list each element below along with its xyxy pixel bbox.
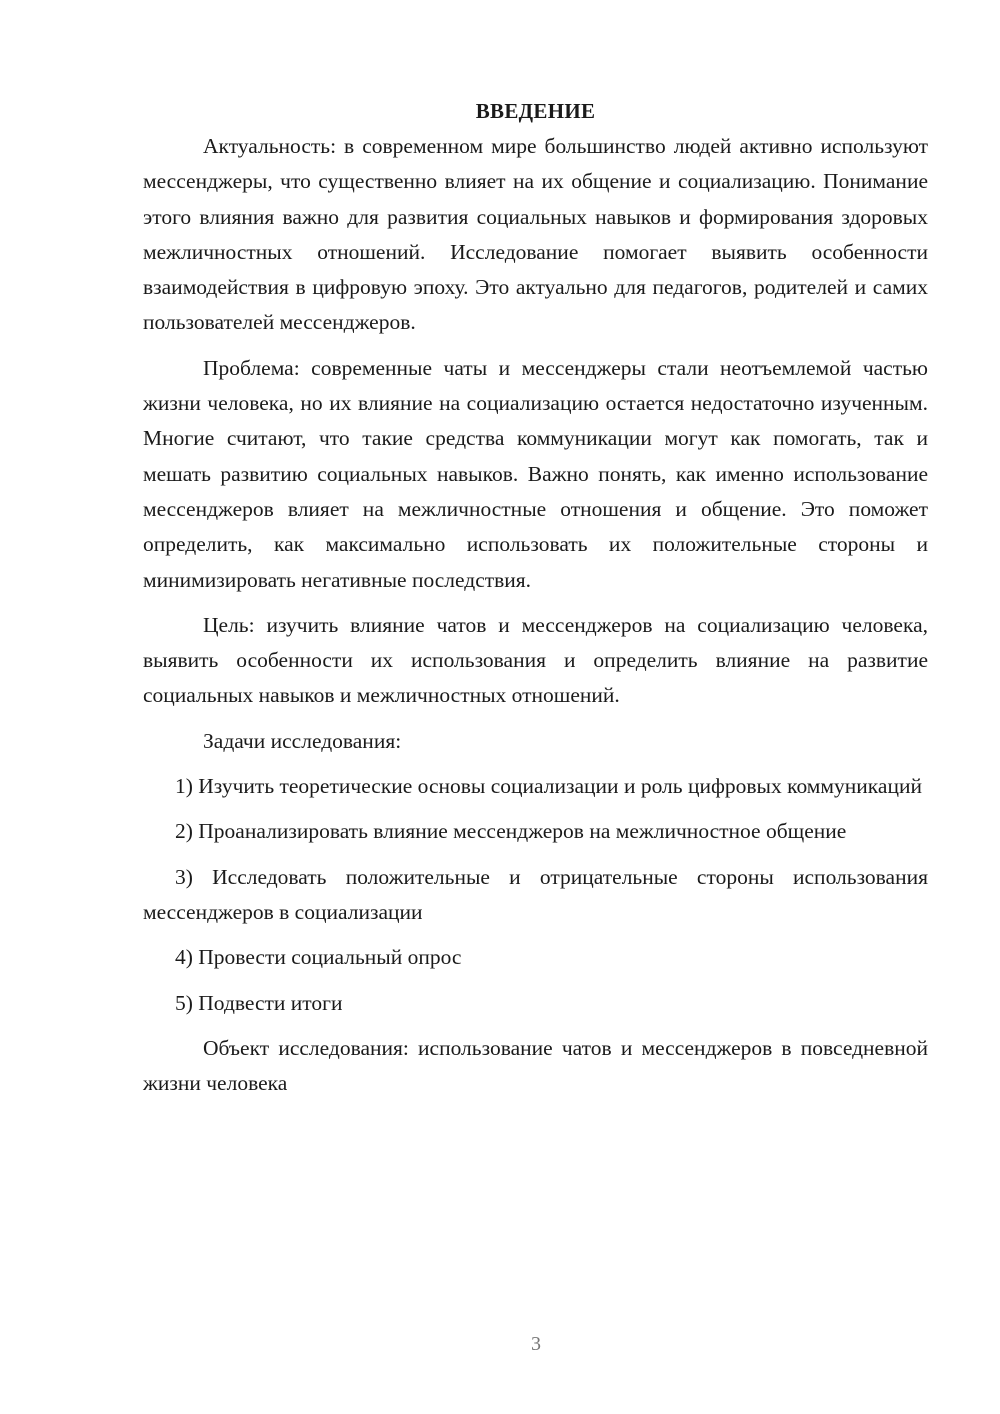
task-list	[143, 769, 928, 1021]
task-item: 5) Подвести итоги	[175, 990, 343, 1015]
task-item: 1) Изучить теоретические основы социализации и роль цифровых коммуникаций	[175, 774, 922, 799]
page-content	[143, 95, 928, 1111]
tasks-heading: Задачи исследования:	[203, 728, 402, 753]
task-item: 4) Провести социальный опрос	[175, 945, 462, 970]
goal-paragraph: Цель: изучить влияние чатов и мессенджеров на социализацию человека, выявить особенности их использования и определить влияние на развитие социальных навыков и межличностных отношений.	[143, 612, 928, 708]
task-item: 2) Проанализировать влияние мессенджеров на межличностное общение	[175, 819, 847, 844]
page-number: 3	[531, 1333, 541, 1355]
problem-paragraph: Проблема: современные чаты и мессенджеры стали неотъемлемой частью жизни человека, но их влияние на социализацию остается недостаточно изученным. Многие считают, что такие средства коммуникации могут как помогать, так и мешать развитию социальных навыков. Важно понять, как именно использование мессенджеров влияет на межличностные отношения и общение. Это поможет определить, как максимально использовать их положительные стороны и минимизировать негативные последствия.	[143, 355, 928, 592]
object-paragraph: Объект исследования: использование чатов и мессенджеров в повседневной жизни человека	[143, 1035, 928, 1096]
page-title: ВВЕДЕНИЕ	[475, 99, 596, 123]
relevance-paragraph: Актуальность: в современном мире большинство людей активно используют мессенджеры, что существенно влияет на их общение и социализацию. Понимание этого влияния важно для развития социальных навыков и формирования здоровых межличностных отношений. Исследование помогает выявить особенности взаимодействия в цифровую эпоху. Это актуально для педагогов, родителей и самих пользователей мессенджеров.	[143, 134, 928, 335]
task-item: 3) Исследовать положительные и отрицательные стороны использования мессенджеров в социализации	[143, 864, 928, 924]
